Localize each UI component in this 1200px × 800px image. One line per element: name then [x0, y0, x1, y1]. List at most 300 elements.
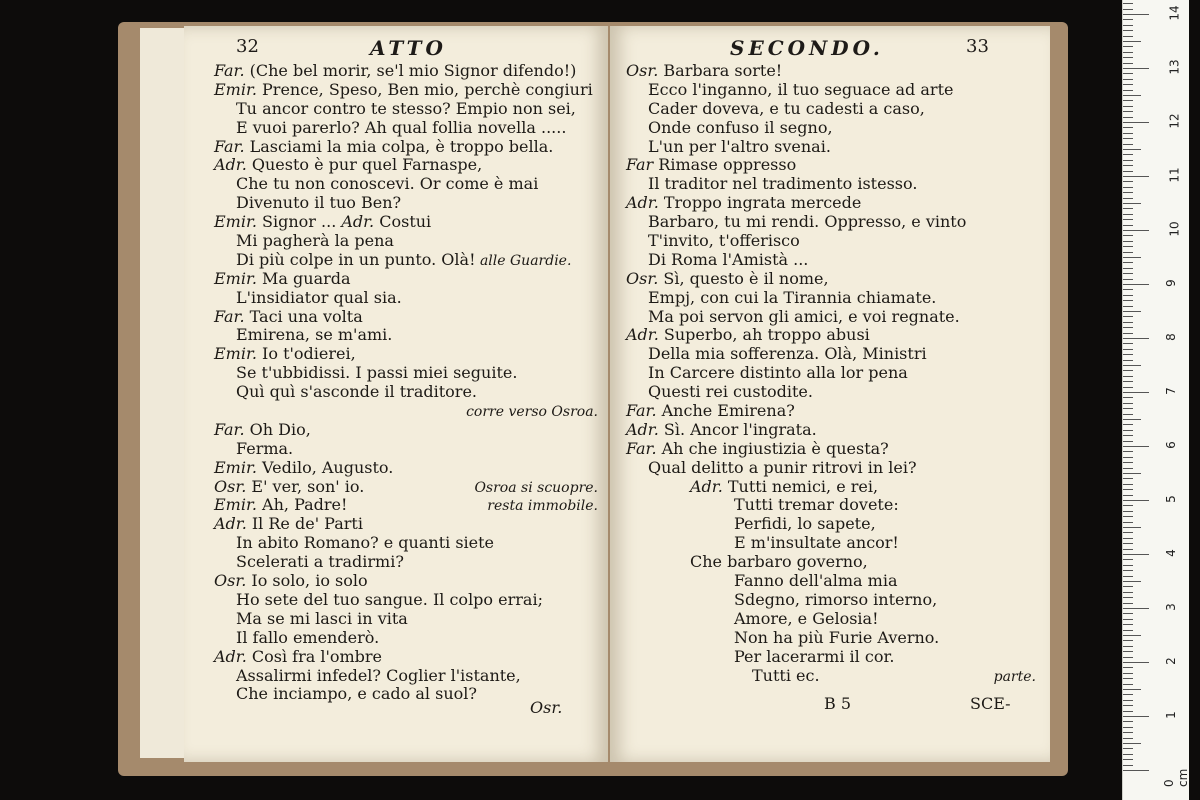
- line-text: Ma se mi lasci in vita: [236, 608, 408, 628]
- text-line: [214, 213, 598, 232]
- ruler-tick: [1123, 738, 1133, 739]
- ruler-tick: [1123, 246, 1133, 247]
- text-line: [626, 515, 1036, 534]
- text-line: [626, 345, 1036, 364]
- speaker-label: Adr.: [690, 476, 728, 496]
- ruler-tick: [1123, 468, 1133, 469]
- ruler-number: 7: [1163, 387, 1178, 395]
- ruler-tick: [1123, 678, 1133, 679]
- ruler-tick: [1123, 505, 1133, 506]
- line-text: Cader doveva, e tu cadesti a caso,: [648, 98, 925, 118]
- ruler-tick: [1123, 430, 1133, 431]
- ruler-tick: [1123, 419, 1141, 420]
- ruler-tick: [1123, 268, 1133, 269]
- line-text: E' ver, son' io.: [251, 476, 365, 496]
- ruler-tick: [1123, 527, 1141, 528]
- line-text: Ah che ingiustizia è questa?: [661, 438, 889, 458]
- text-line: [214, 81, 598, 100]
- ruler-tick: [1123, 543, 1133, 544]
- ruler-tick: [1123, 316, 1133, 317]
- line-text: Prence, Speso, Ben mio, perchè congiuri: [262, 79, 593, 99]
- ruler-tick: [1123, 219, 1133, 220]
- ruler-tick: [1123, 241, 1133, 242]
- text-line: [626, 553, 1036, 572]
- text-line: [214, 308, 598, 327]
- line-text: Anche Emirena?: [661, 401, 795, 421]
- text-line: [214, 496, 598, 515]
- line-text: Superbo, ah troppo abusi: [663, 325, 870, 345]
- ruler-tick: [1123, 495, 1133, 496]
- line-text: Ma poi servon gli amici, e voi regnate.: [648, 306, 960, 326]
- text-line: [626, 326, 1036, 345]
- speaker-label: Emir.: [214, 212, 263, 232]
- ruler-tick: [1123, 754, 1133, 755]
- line-text: Il traditor nel tradimento istesso.: [648, 174, 918, 194]
- ruler-tick: [1123, 424, 1133, 425]
- line-text: Ferma.: [236, 438, 294, 458]
- ruler-tick: [1123, 322, 1133, 323]
- ruler-number: 2: [1163, 657, 1178, 665]
- speaker-label: Osr.: [626, 268, 664, 288]
- ruler-tick: [1123, 446, 1149, 447]
- line-text: Questi rei custodite.: [648, 382, 813, 402]
- line-text: Assalirmi infedel? Coglier l'istante,: [236, 665, 521, 685]
- line-text: Il fallo emenderò.: [236, 627, 380, 647]
- text-line: [626, 364, 1036, 383]
- line-text: Sdegno, rimorso interno,: [734, 589, 938, 609]
- ruler-number: 8: [1163, 333, 1178, 341]
- speaker-label: Far.: [214, 136, 250, 156]
- ruler-tick: [1123, 171, 1133, 172]
- speaker-label: Emir.: [214, 457, 263, 477]
- ruler-tick: [1123, 300, 1133, 301]
- ruler-tick: [1123, 414, 1133, 415]
- ruler-tick: [1123, 640, 1133, 641]
- line-text: Scelerati a tradirmi?: [236, 552, 404, 572]
- ruler-tick: [1123, 203, 1141, 204]
- ruler-tick: [1123, 68, 1149, 69]
- line-text: Questo è pur quel Farnaspe,: [251, 155, 483, 175]
- ruler-tick: [1123, 46, 1133, 47]
- right-catchword: SCE-: [970, 694, 1011, 713]
- right-page-text: [626, 62, 1036, 685]
- ruler-tick: [1123, 624, 1133, 625]
- ruler-tick: [1123, 349, 1133, 350]
- text-line: [214, 100, 598, 119]
- line-text: (Che bel morir, se'l mio Signor difendo!): [249, 61, 577, 80]
- line-text: In abito Romano? e quanti siete: [236, 533, 495, 553]
- ruler-tick: [1123, 532, 1133, 533]
- ruler-tick: [1123, 630, 1133, 631]
- speaker-label: Adr.: [626, 325, 664, 345]
- line-text: Costui: [379, 212, 432, 232]
- ruler-tick: [1123, 208, 1133, 209]
- ruler-tick: [1123, 144, 1133, 145]
- speaker-label: Emir.: [214, 344, 263, 364]
- line-text: Emirena, se m'ami.: [236, 325, 393, 345]
- ruler-tick: [1123, 478, 1133, 479]
- text-line: [214, 440, 598, 459]
- ruler-tick: [1123, 198, 1133, 199]
- ruler-number: 3: [1163, 603, 1178, 611]
- ruler-unit: 0 cm: [1162, 768, 1190, 787]
- ruler-tick: [1123, 295, 1133, 296]
- line-text: Perfidi, lo sapete,: [734, 514, 876, 534]
- text-line: [626, 421, 1036, 440]
- text-line: [214, 534, 598, 553]
- ruler-tick: [1123, 451, 1133, 452]
- left-page-header: ATTO: [370, 36, 447, 60]
- text-line: [626, 251, 1036, 270]
- left-page-number: 32: [236, 36, 259, 57]
- speaker-label: Far.: [214, 306, 250, 326]
- ruler-tick: [1123, 273, 1133, 274]
- ruler-tick: [1123, 262, 1133, 263]
- speaker-label: Adr.: [626, 193, 664, 213]
- text-line: [626, 648, 1036, 667]
- line-text: Qual delitto a punir ritrovi in lei?: [648, 457, 917, 477]
- speaker-label: Adr.: [336, 212, 380, 232]
- ruler-tick: [1123, 36, 1133, 37]
- ruler-tick: [1123, 122, 1149, 123]
- line-text: E vuoi parerlo? Ah qual follia novella .....: [236, 117, 567, 137]
- line-text: Per lacerarmi il cor.: [734, 646, 895, 666]
- speaker-label: Far.: [626, 438, 662, 458]
- text-line: [214, 515, 598, 534]
- ruler-tick: [1123, 392, 1149, 393]
- line-text: Divenuto il tuo Ben?: [236, 193, 402, 213]
- text-line: [626, 383, 1036, 402]
- ruler-tick: [1123, 235, 1133, 236]
- ruler-tick: [1123, 311, 1141, 312]
- ruler-tick: [1123, 592, 1133, 593]
- line-text: Quì quì s'asconde il traditore.: [236, 382, 477, 402]
- line-text: Onde confuso il segno,: [648, 117, 833, 137]
- ruler-tick: [1123, 511, 1133, 512]
- ruler-tick: [1123, 711, 1133, 712]
- text-line: [214, 478, 598, 497]
- line-text: Sì, questo è il nome,: [663, 268, 829, 288]
- stage-direction: corre verso Osroa.: [466, 404, 598, 421]
- text-line: [626, 100, 1036, 119]
- ruler-tick: [1123, 586, 1133, 587]
- text-line: [626, 610, 1036, 629]
- ruler-tick: [1123, 441, 1133, 442]
- ruler-number: 4: [1163, 549, 1178, 557]
- text-line: [626, 478, 1036, 497]
- line-text: Così fra l'ombre: [251, 646, 383, 666]
- ruler-tick: [1123, 181, 1133, 182]
- speaker-label: Emir.: [214, 268, 263, 288]
- text-line: [214, 383, 598, 402]
- text-line: [626, 591, 1036, 610]
- ruler-tick: [1123, 403, 1133, 404]
- speaker-label: Adr.: [214, 155, 252, 175]
- ruler-tick: [1123, 635, 1141, 636]
- text-line: [626, 308, 1036, 327]
- speaker-label: Adr.: [626, 419, 664, 439]
- text-line: [626, 667, 1036, 686]
- text-line: [214, 572, 598, 591]
- text-line: [214, 289, 598, 308]
- ruler-tick: [1123, 700, 1133, 701]
- ruler-tick: [1123, 484, 1133, 485]
- text-line: [214, 326, 598, 345]
- line-text: Di Roma l'Amistà ...: [648, 249, 809, 269]
- ruler-tick: [1123, 343, 1133, 344]
- text-line: [214, 629, 598, 648]
- ruler-tick: [1123, 565, 1133, 566]
- ruler-tick: [1123, 516, 1133, 517]
- line-text: Che inciampo, e cado al suol?: [236, 684, 477, 704]
- ruler-tick: [1123, 257, 1141, 258]
- ruler-tick: [1123, 149, 1141, 150]
- ruler-tick: [1123, 84, 1133, 85]
- line-text: Se t'ubbidissi. I passi miei seguite.: [236, 363, 518, 383]
- ruler-tick: [1123, 90, 1133, 91]
- line-text: E m'insultate ancor!: [734, 533, 899, 553]
- ruler-tick: [1123, 727, 1133, 728]
- line-text: Lasciami la mia colpa, è troppo bella.: [249, 136, 554, 156]
- text-line: [214, 591, 598, 610]
- ruler-tick: [1123, 684, 1133, 685]
- line-text: Vedilo, Augusto.: [262, 457, 394, 477]
- text-line: [626, 459, 1036, 478]
- ruler-tick: [1123, 397, 1133, 398]
- ruler-tick: [1123, 73, 1133, 74]
- ruler-tick: [1123, 9, 1133, 10]
- line-text: Fanno dell'alma mia: [734, 571, 898, 591]
- text-line: [626, 402, 1036, 421]
- speaker-label: Far: [626, 155, 659, 175]
- ruler-tick: [1123, 770, 1149, 771]
- text-line: [626, 62, 1036, 81]
- line-text: Il Re de' Parti: [251, 514, 363, 534]
- text-line: [214, 648, 598, 667]
- text-line: [214, 156, 598, 175]
- text-line: [214, 119, 598, 138]
- ruler-tick: [1123, 376, 1133, 377]
- ruler-tick: [1123, 154, 1133, 155]
- signature-mark: B 5: [824, 694, 852, 713]
- line-text: Taci una volta: [249, 306, 363, 326]
- ruler-tick: [1123, 289, 1133, 290]
- right-page-number: 33: [966, 36, 989, 57]
- text-line: [626, 232, 1036, 251]
- left-catchword: Osr.: [530, 698, 563, 717]
- text-line: [214, 175, 598, 194]
- ruler-tick: [1123, 559, 1133, 560]
- line-text: Della mia sofferenza. Olà, Ministri: [648, 344, 927, 364]
- line-text: Tu ancor contro te stesso? Empio non sei,: [236, 98, 576, 118]
- text-line: [214, 62, 598, 81]
- ruler-number: 9: [1163, 279, 1178, 287]
- ruler-tick: [1123, 19, 1133, 20]
- ruler-tick: [1123, 716, 1149, 717]
- ruler-tick: [1123, 360, 1133, 361]
- text-line: [626, 194, 1036, 213]
- speaker-label: Adr.: [214, 646, 252, 666]
- text-line: [214, 667, 598, 686]
- ruler-tick: [1123, 25, 1133, 26]
- speaker-label: Far.: [214, 61, 250, 80]
- speaker-label: Adr.: [214, 514, 252, 534]
- ruler-tick: [1123, 662, 1149, 663]
- ruler-tick: [1123, 759, 1133, 760]
- ruler-tick: [1123, 673, 1133, 674]
- ruler-tick: [1123, 748, 1133, 749]
- speaker-label: Far.: [626, 401, 662, 421]
- ruler-tick: [1123, 608, 1149, 609]
- line-text: Ah, Padre!: [262, 495, 348, 515]
- ruler-tick: [1123, 435, 1133, 436]
- ruler-tick: [1123, 52, 1133, 53]
- text-line: [626, 156, 1036, 175]
- ruler-tick: [1123, 133, 1133, 134]
- ruler-tick: [1123, 306, 1133, 307]
- ruler-tick: [1123, 522, 1133, 523]
- line-text: Amore, e Gelosia!: [734, 608, 879, 628]
- ruler-tick: [1123, 354, 1133, 355]
- line-text: Ecco l'inganno, il tuo seguace ad arte: [648, 79, 954, 99]
- ruler-tick: [1123, 111, 1133, 112]
- ruler-tick: [1123, 576, 1133, 577]
- text-line: [214, 194, 598, 213]
- right-page-header: SECONDO.: [730, 36, 884, 60]
- page-edges: [140, 28, 187, 758]
- line-text: Signor ...: [262, 212, 337, 232]
- speaker-label: Far.: [214, 419, 250, 439]
- stage-direction: alle Guardie.: [475, 252, 572, 269]
- ruler-tick: [1123, 705, 1133, 706]
- line-text: Barbara sorte!: [663, 61, 783, 80]
- ruler-tick: [1123, 63, 1133, 64]
- line-text: Tutti tremar dovete:: [734, 495, 899, 515]
- text-line: [626, 270, 1036, 289]
- text-line: [626, 119, 1036, 138]
- ruler-tick: [1123, 117, 1133, 118]
- ruler-tick: [1123, 549, 1133, 550]
- ruler-tick: [1123, 57, 1133, 58]
- ruler-tick: [1123, 538, 1133, 539]
- ruler-tick: [1123, 279, 1133, 280]
- ruler-tick: [1123, 554, 1149, 555]
- text-line: [626, 81, 1036, 100]
- text-line: [214, 459, 598, 478]
- text-line: [214, 402, 598, 421]
- text-line: [214, 345, 598, 364]
- ruler-tick: [1123, 30, 1133, 31]
- line-text: Tutti nemici, e rei,: [727, 476, 879, 496]
- ruler-tick: [1123, 333, 1133, 334]
- ruler-tick: [1123, 651, 1133, 652]
- ruler-tick: [1123, 230, 1149, 231]
- text-line: [214, 553, 598, 572]
- speaker-label: Emir.: [214, 79, 263, 99]
- ruler-tick: [1123, 252, 1133, 253]
- line-text: Troppo ingrata mercede: [663, 193, 862, 213]
- ruler-tick: [1123, 3, 1133, 4]
- text-line: [626, 213, 1036, 232]
- ruler-tick: [1123, 457, 1133, 458]
- ruler-number: 12: [1167, 113, 1182, 129]
- measurement-ruler: [1122, 0, 1189, 800]
- line-text: Io t'odierei,: [262, 344, 356, 364]
- text-line: [626, 289, 1036, 308]
- line-text: Che tu non conoscevi. Or come è mai: [236, 174, 539, 194]
- line-text: Mi pagherà la pena: [236, 231, 394, 251]
- text-line: [626, 534, 1036, 553]
- line-text: Non ha più Furie Averno.: [734, 627, 940, 647]
- text-line: [214, 232, 598, 251]
- text-line: [214, 610, 598, 629]
- line-text: Ho sete del tuo sangue. Il colpo errai;: [236, 589, 543, 609]
- ruler-tick: [1123, 473, 1141, 474]
- ruler-tick: [1123, 408, 1133, 409]
- stage-direction: parte.: [993, 668, 1036, 685]
- ruler-tick: [1123, 41, 1141, 42]
- ruler-tick: [1123, 100, 1133, 101]
- ruler-number: 10: [1167, 221, 1182, 237]
- ruler-tick: [1123, 732, 1133, 733]
- ruler-tick: [1123, 694, 1133, 695]
- text-line: [214, 138, 598, 157]
- ruler-tick: [1123, 657, 1133, 658]
- ruler-tick: [1123, 646, 1133, 647]
- ruler-tick: [1123, 127, 1133, 128]
- ruler-tick: [1123, 225, 1133, 226]
- ruler-tick: [1123, 689, 1141, 690]
- right-page: [610, 26, 1050, 762]
- ruler-tick: [1123, 489, 1133, 490]
- line-text: Di più colpe in un punto. Olà!: [236, 249, 476, 269]
- ruler-tick: [1123, 613, 1133, 614]
- ruler-tick: [1123, 500, 1149, 501]
- text-line: [626, 496, 1036, 515]
- ruler-tick: [1123, 462, 1133, 463]
- line-text: T'invito, t'offerisco: [648, 231, 800, 251]
- ruler-tick: [1123, 95, 1141, 96]
- ruler-tick: [1123, 192, 1133, 193]
- stage-direction: resta immobile.: [487, 498, 598, 515]
- line-text: Oh Dio,: [249, 419, 311, 439]
- ruler-number: 14: [1167, 5, 1182, 21]
- ruler-tick: [1123, 765, 1133, 766]
- line-text: Barbaro, tu mi rendi. Oppresso, e vinto: [648, 212, 967, 232]
- line-text: Rimase oppresso: [658, 155, 797, 175]
- text-line: [626, 138, 1036, 157]
- ruler-number: 13: [1167, 59, 1182, 75]
- line-text: L'un per l'altro svenai.: [648, 136, 831, 156]
- ruler-tick: [1123, 743, 1141, 744]
- ruler-tick: [1123, 79, 1133, 80]
- ruler-tick: [1123, 160, 1133, 161]
- line-text: Sì. Ancor l'ingrata.: [663, 419, 817, 439]
- ruler-tick: [1123, 214, 1133, 215]
- stage-direction: Osroa si scuopre.: [474, 479, 598, 496]
- line-text: In Carcere distinto alla lor pena: [648, 363, 908, 383]
- text-line: [626, 572, 1036, 591]
- ruler-tick: [1123, 187, 1133, 188]
- line-text: Che barbaro governo,: [690, 552, 868, 572]
- line-text: Tutti ec.: [752, 665, 820, 685]
- text-line: [214, 364, 598, 383]
- ruler-tick: [1123, 106, 1133, 107]
- ruler-tick: [1123, 603, 1133, 604]
- speaker-label: Osr.: [214, 571, 252, 591]
- ruler-tick: [1123, 176, 1149, 177]
- ruler-tick: [1123, 370, 1133, 371]
